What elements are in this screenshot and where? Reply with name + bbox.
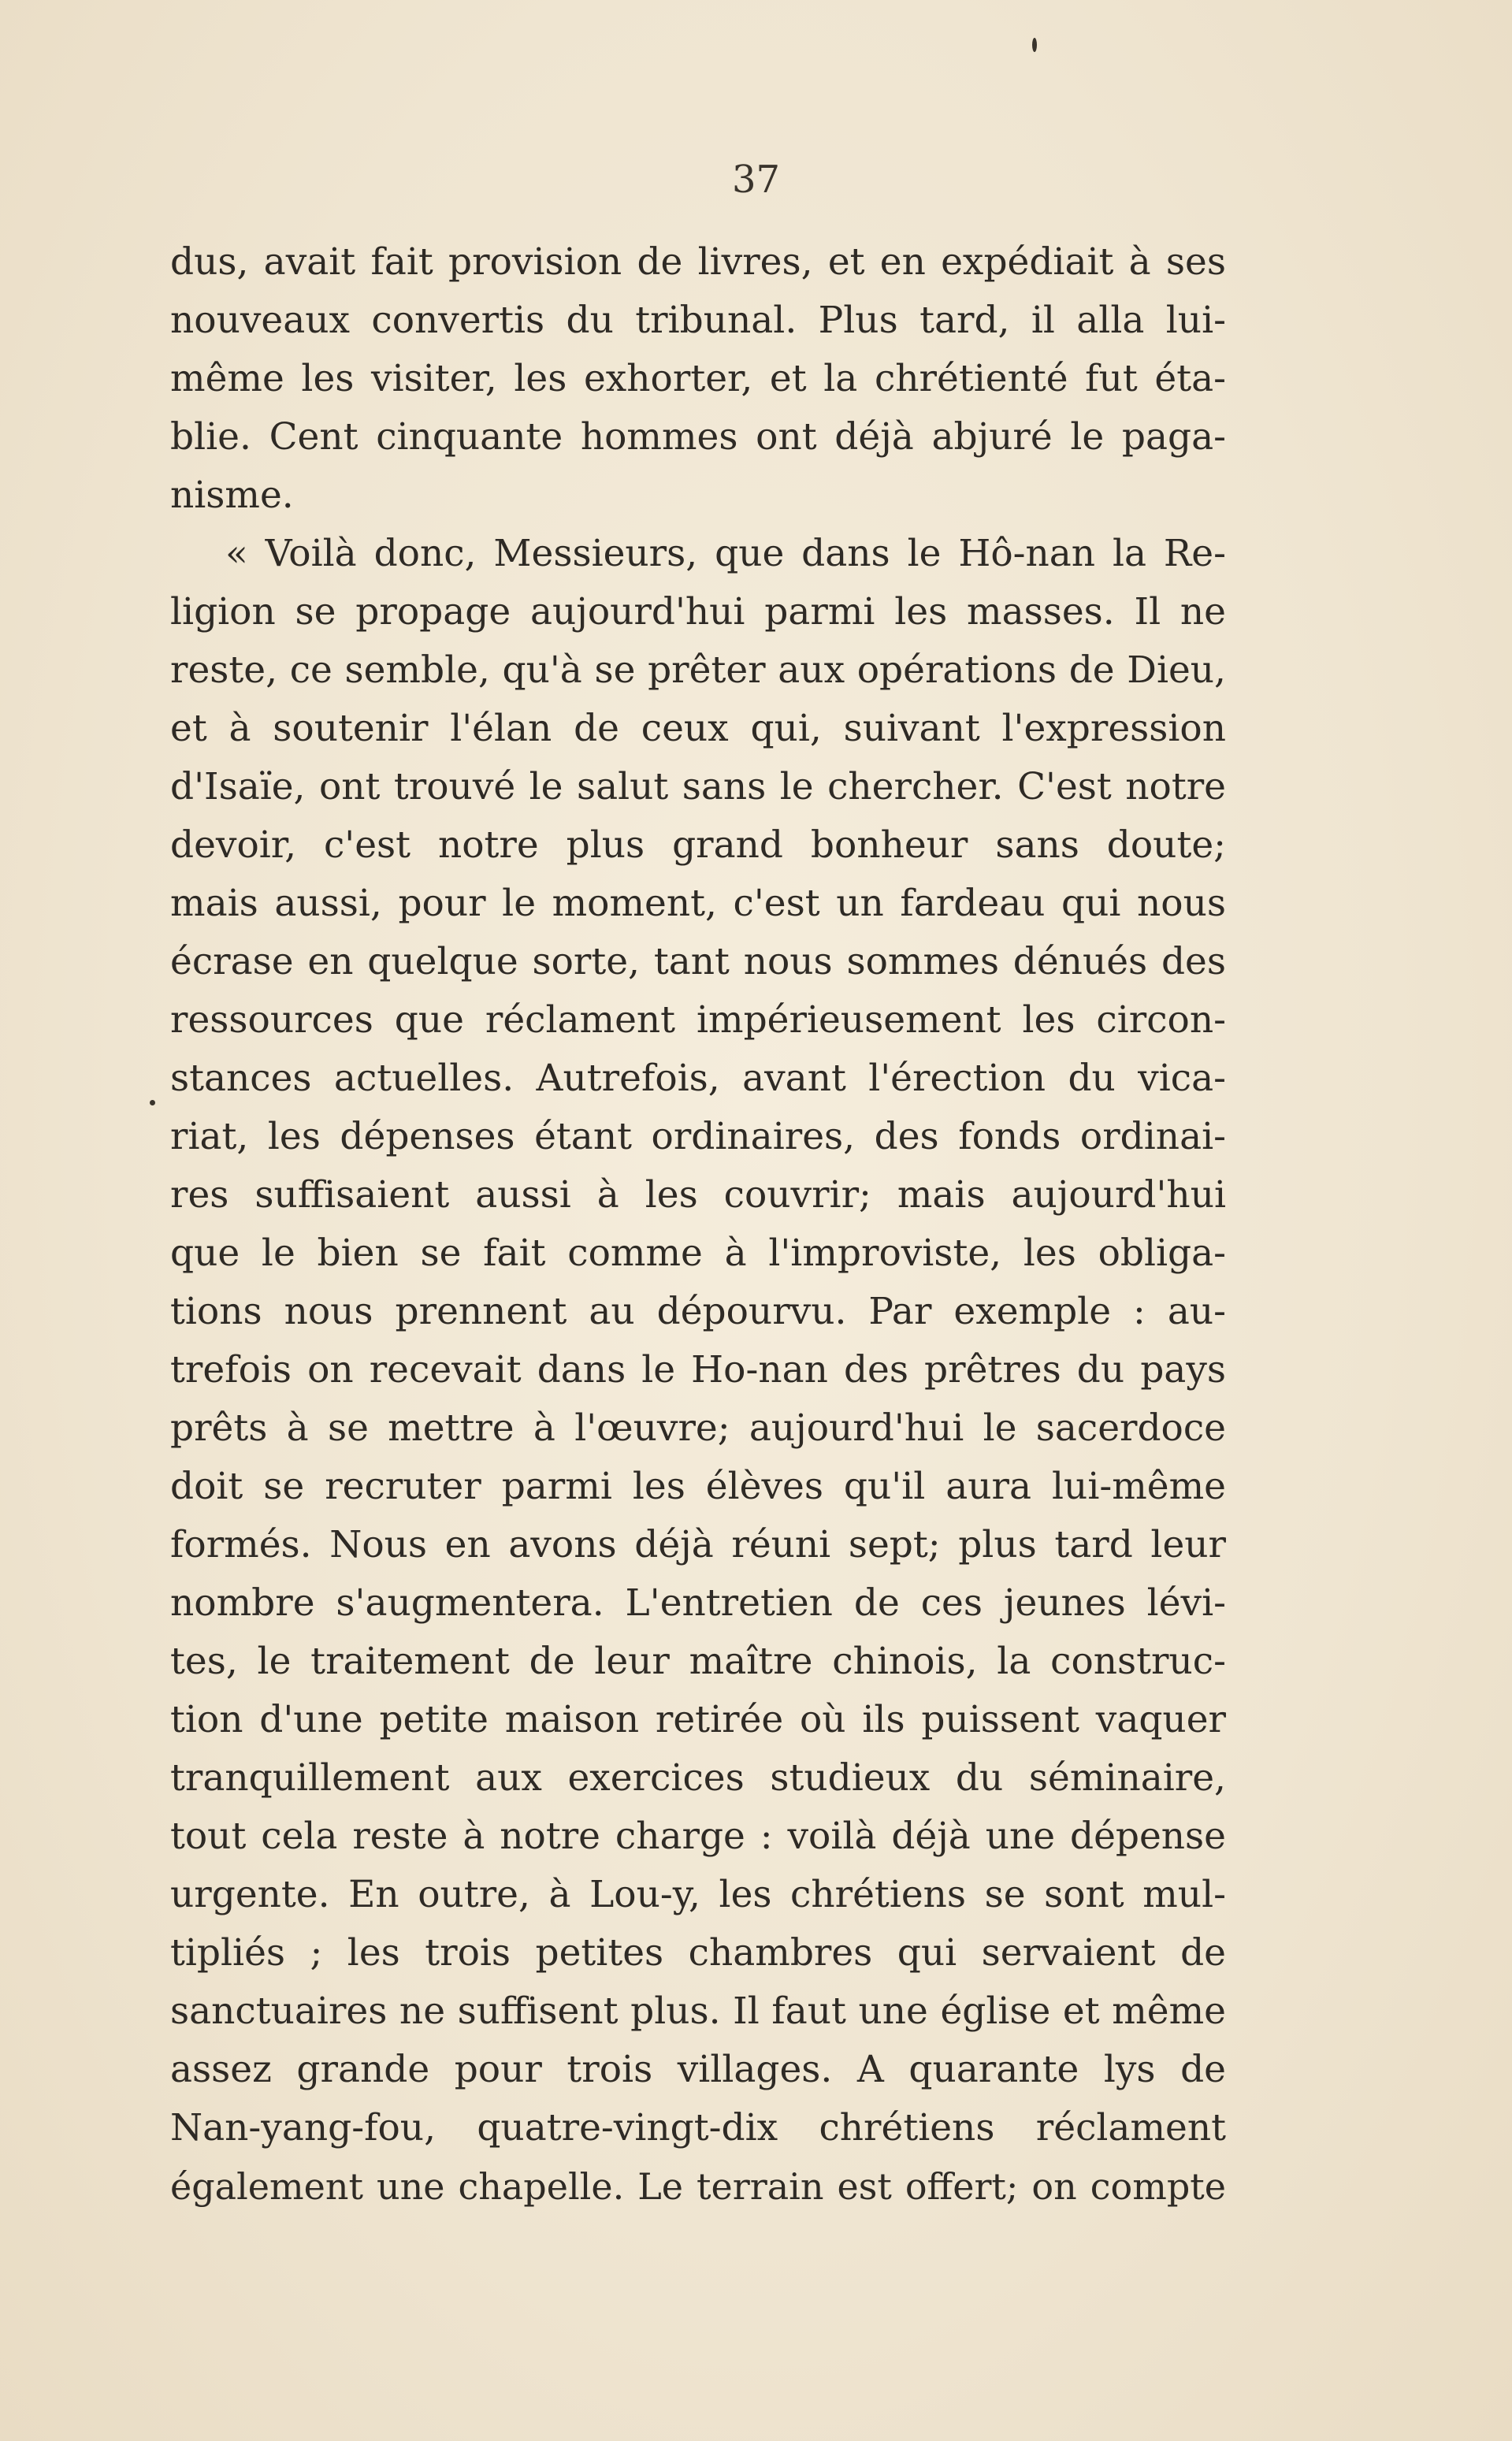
text-line: sanctuaires ne suffisent plus. Il faut une église et même — [170, 1990, 1226, 2033]
text-line: tout cela reste à notre charge : voilà déjà une dépense — [170, 1815, 1226, 1858]
text-line: mais aussi, pour le moment, c'est un fardeau qui nous — [170, 882, 1226, 925]
text-line: également une chapelle. Le terrain est offert; on compte — [170, 2165, 1226, 2208]
body-text — [170, 233, 1226, 2216]
text-line: formés. Nous en avons déjà réuni sept; plus tard leur — [170, 1523, 1226, 1566]
text-line: et à soutenir l'élan de ceux qui, suivant l'expression — [170, 707, 1226, 750]
text-line: tions nous prennent au dépourvu. Par exemple : au- — [170, 1290, 1226, 1333]
text-line: doit se recruter parmi les élèves qu'il aura lui-même — [170, 1465, 1226, 1508]
page-number: 37 — [731, 158, 781, 202]
text-line: tranquillement aux exercices studieux du séminaire, — [170, 1756, 1226, 1800]
text-line: tes, le traitement de leur maître chinois, la construc- — [170, 1640, 1226, 1683]
ink-speck — [1032, 38, 1037, 52]
text-line: Nan-yang-fou, quatre-vingt-dix chrétiens réclament — [170, 2106, 1226, 2149]
text-line: blie. Cent cinquante hommes ont déjà abjuré le paga- — [170, 415, 1226, 459]
text-line: nouveaux convertis du tribunal. Plus tard, il alla lui- — [170, 299, 1226, 342]
text-line: urgente. En outre, à Lou-y, les chrétiens se sont mul- — [170, 1873, 1226, 1916]
text-line: ligion se propage aujourd'hui parmi les masses. Il ne — [170, 590, 1226, 633]
text-line: res suffisaient aussi à les couvrir; mais aujourd'hui — [170, 1173, 1226, 1217]
text-line: « Voilà donc, Messieurs, que dans le Hô-nan la Re- — [225, 532, 1226, 575]
text-line: prêts à se mettre à l'œuvre; aujourd'hui le sacerdoce — [170, 1406, 1226, 1450]
text-line: ressources que réclament impérieusement les circon- — [170, 998, 1226, 1042]
text-line: écrase en quelque sorte, tant nous sommes dénués des — [170, 940, 1226, 983]
text-line: d'Isaïe, ont trouvé le salut sans le chercher. C'est notre — [170, 765, 1226, 808]
text-line: tipliés ; les trois petites chambres qui servaient de — [170, 1931, 1226, 1975]
text-line: trefois on recevait dans le Ho-nan des prêtres du pays — [170, 1348, 1226, 1391]
text-line: devoir, c'est notre plus grand bonheur sans doute; — [170, 823, 1226, 867]
text-line: nisme. — [170, 474, 294, 517]
ink-speck — [150, 1100, 155, 1105]
text-line: stances actuelles. Autrefois, avant l'érection du vica- — [170, 1057, 1226, 1100]
text-line: que le bien se fait comme à l'improviste, les obliga- — [170, 1232, 1226, 1275]
text-line: même les visiter, les exhorter, et la chrétienté fut éta- — [170, 357, 1226, 400]
text-line: tion d'une petite maison retirée où ils puissent vaquer — [170, 1698, 1226, 1741]
text-line: riat, les dépenses étant ordinaires, des fonds ordinai- — [170, 1115, 1226, 1158]
text-line: nombre s'augmentera. L'entretien de ces jeunes lévi- — [170, 1581, 1226, 1625]
text-line: dus, avait fait provision de livres, et en expédiait à ses — [170, 240, 1226, 284]
text-line: assez grande pour trois villages. A quarante lys de — [170, 2048, 1226, 2091]
text-line: reste, ce semble, qu'à se prêter aux opérations de Dieu, — [170, 648, 1226, 692]
